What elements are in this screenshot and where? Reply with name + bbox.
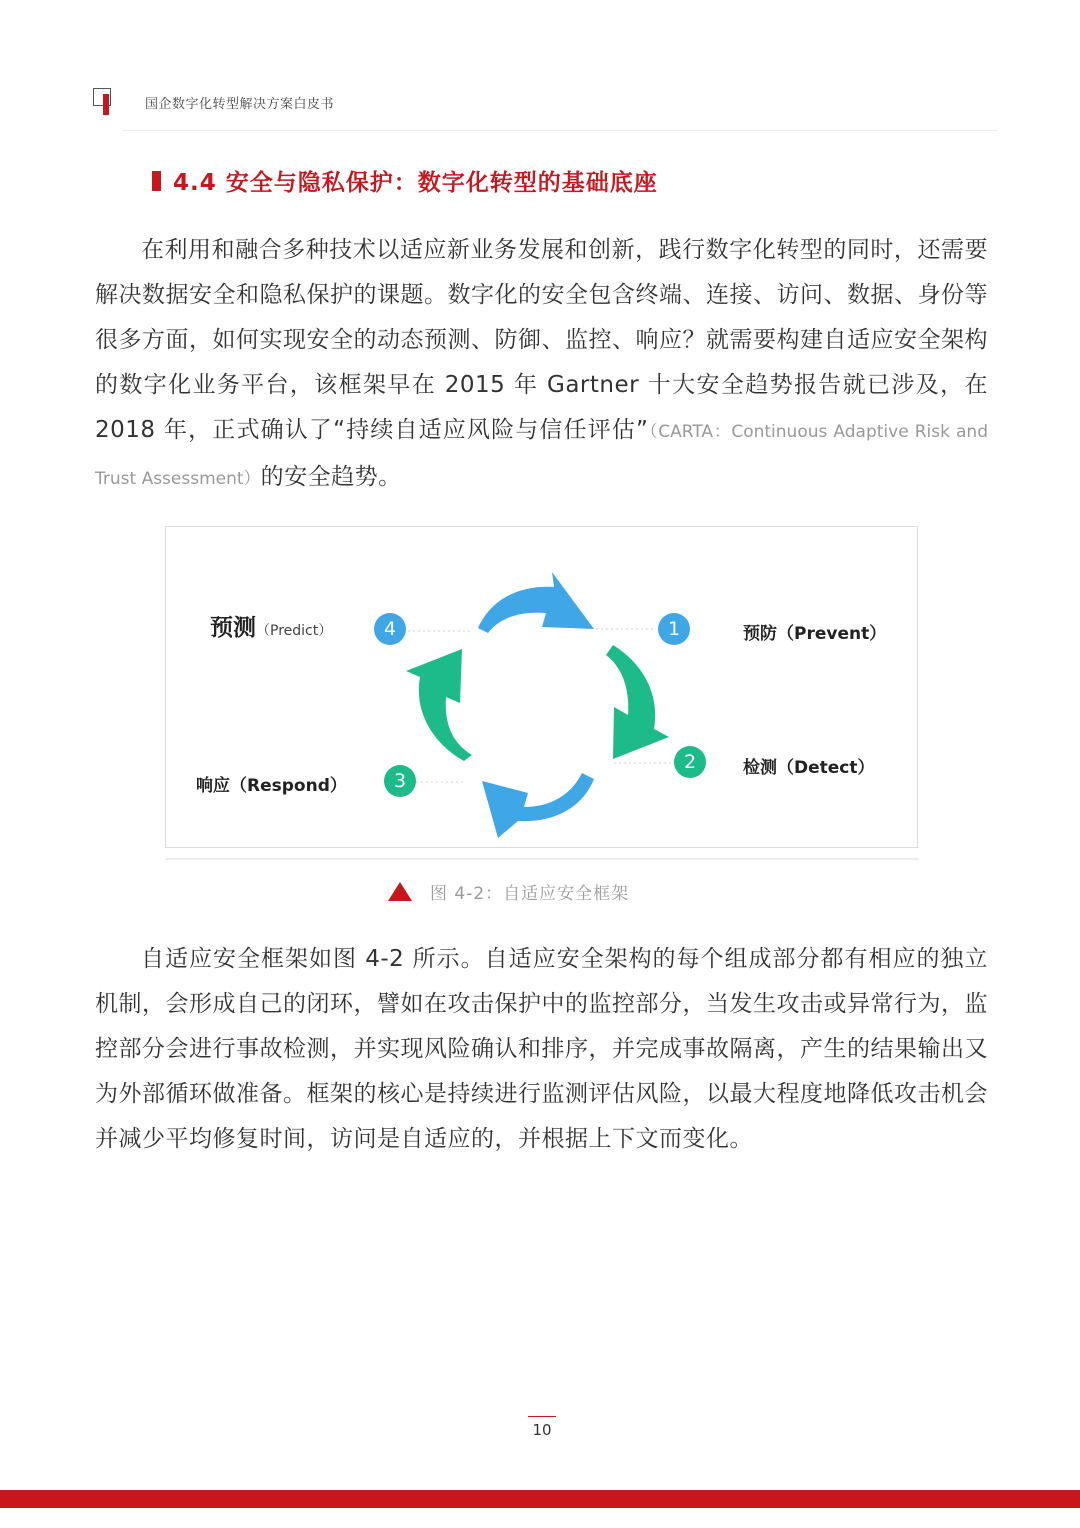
adaptive-security-figure — [165, 526, 918, 848]
cycle-arrow-top — [478, 572, 594, 633]
footer-bar — [0, 1490, 1080, 1508]
page-number: 10 — [532, 1421, 552, 1439]
step-3-badge: 3 — [384, 765, 416, 797]
respond-label: 响应（Respond） — [196, 776, 347, 796]
paragraph-1-text: 在利用和融合多种技术以适应新业务发展和创新，践行数字化转型的同时，还需要解决数据安全和隐私保护的课题。数字化的安全包含终端、连接、访问、数据、身份等很多方面，如何实现安全的动态预测、防御、监控、响应？就需要构建自适应安全架构的数字化业务平台，该框架早在 2015 年 Gartner 十大安全趋势报告就已涉及，在 2018 年，正式确认了“持续自适应风险与信任评估” — [95, 237, 988, 443]
page-number-rule — [528, 1416, 556, 1417]
step-2-badge: 2 — [674, 746, 706, 778]
detect-label: 检测（Detect） — [743, 758, 875, 778]
figure-underline — [165, 858, 918, 860]
figure-caption-text: 图 4-2：自适应安全框架 — [430, 884, 630, 904]
prevent-label: 预防（Prevent） — [743, 624, 887, 644]
header-divider — [122, 130, 998, 131]
paragraph-2 — [95, 937, 988, 1162]
cycle-arrow-bottom — [482, 773, 594, 838]
predict-label-en: （Predict） — [256, 623, 333, 639]
carta-note: （CARTA：Continuous Adaptive Risk and Trust Assessment） — [95, 422, 988, 489]
triangle-icon — [388, 882, 412, 901]
cycle-arrow-left — [406, 649, 472, 761]
cycle-arrow-right — [606, 645, 669, 759]
predict-label-cn: 预测 — [210, 615, 256, 641]
heading-marker-icon — [152, 171, 161, 191]
paragraph-2-text: 自适应安全框架如图 4-2 所示。自适应安全架构的每个组成部分都有相应的独立机制，会形成自己的闭环，譬如在攻击保护中的监控部分，当发生攻击或异常行为，监控部分会进行事故检测，并实现风险确认和排序，并完成事故隔离，产生的结果输出又为外部循环做准备。框架的核心是持续进行监测评估风险，以最大程度地降低攻击机会并减少平均修复时间，访问是自适应的，并根据上下文而变化。 — [95, 946, 988, 1152]
paragraph-1-tail: 的安全趋势。 — [260, 464, 402, 490]
paragraph-1 — [95, 228, 988, 502]
header-title: 国企数字化转型解决方案白皮书 — [145, 97, 335, 112]
section-heading — [152, 164, 658, 197]
security-cycle-diagram — [166, 527, 917, 847]
step-4-badge: 4 — [374, 613, 406, 645]
predict-label — [210, 609, 332, 642]
figure-caption — [388, 879, 629, 904]
section-heading-text: 4.4 安全与隐私保护：数字化转型的基础底座 — [173, 170, 658, 196]
step-1-badge: 1 — [658, 613, 690, 645]
logo-icon — [93, 88, 115, 116]
